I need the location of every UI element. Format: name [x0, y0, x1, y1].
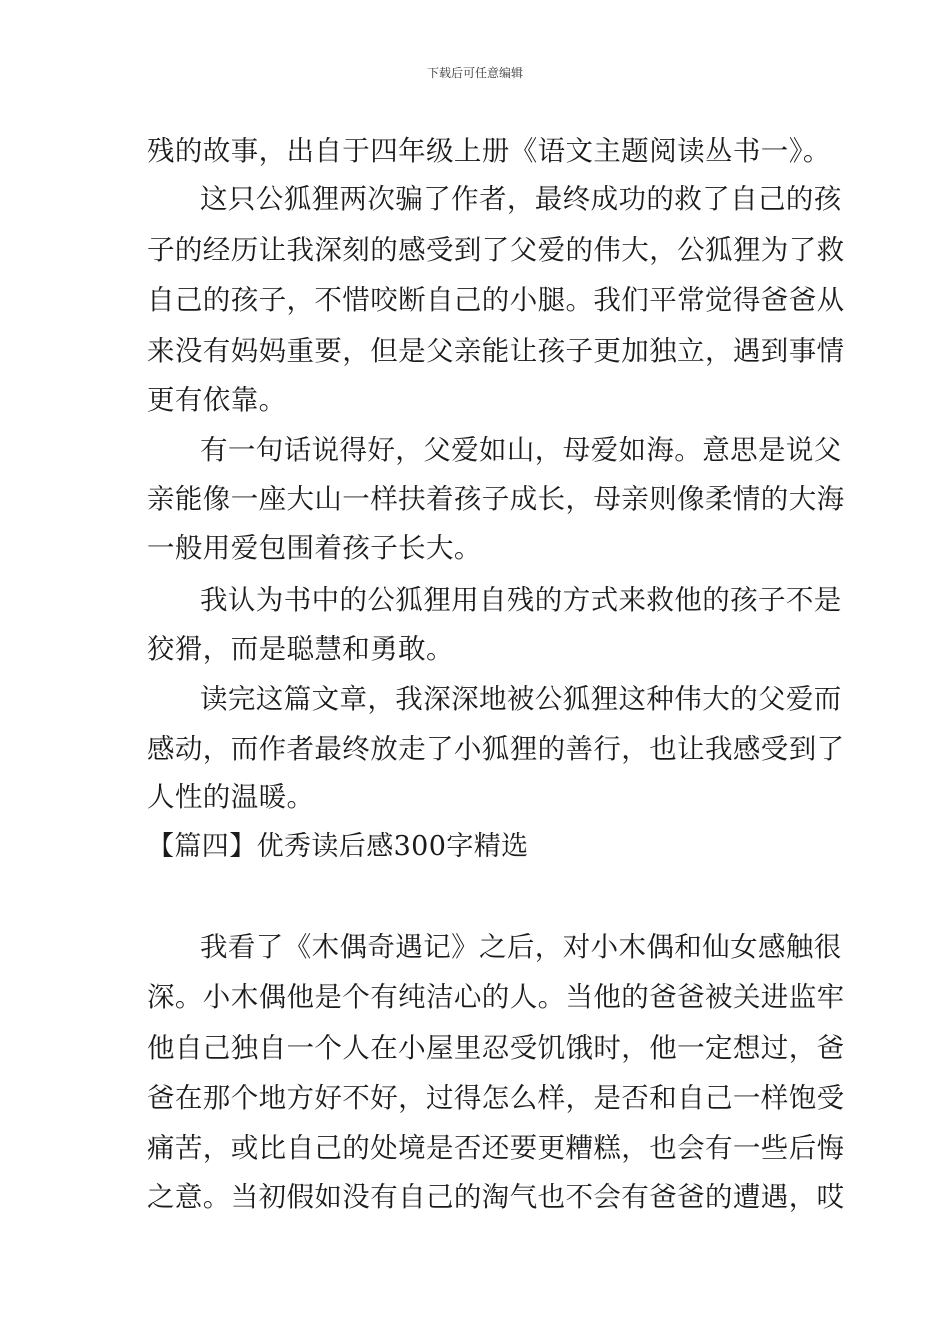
body-line: 亲能像一座大山一样扶着孩子成长，母亲则像柔情的大海 [147, 483, 845, 515]
body-line: 痛苦，或比自己的处境是否还要更糟糕，也会有一些后悔 [147, 1132, 845, 1164]
body-line: 来没有妈妈重要，但是父亲能让孩子更加独立，遇到事情 [147, 335, 845, 367]
body-line: 感动，而作者最终放走了小狐狸的善行，也让我感受到了 [147, 733, 845, 765]
body-line: 人性的温暖。 [147, 781, 315, 813]
paragraph-first-line: 读完这篇文章，我深深地被公狐狸这种伟大的父爱而 [200, 683, 842, 715]
body-line: 一般用爱包围着孩子长大。 [147, 532, 482, 564]
body-line: 他自己独自一个人在小屋里忍受饥饿时，他一定想过，爸 [147, 1032, 845, 1064]
body-line: 狡猾，而是聪慧和勇敢。 [147, 633, 454, 665]
paragraph-first-line: 这只公狐狸两次骗了作者，最终成功的救了自己的孩 [200, 183, 842, 215]
body-line: 深。小木偶他是个有纯洁心的人。当他的爸爸被关进监牢 [147, 981, 845, 1013]
paragraph-first-line: 我看了《木偶奇遇记》之后，对小木偶和仙女感触很 [200, 931, 842, 963]
body-line: 之意。当初假如没有自己的淘气也不会有爸爸的遭遇，哎 [147, 1181, 845, 1213]
body-line: 更有依靠。 [147, 384, 287, 416]
paragraph-first-line: 我认为书中的公狐狸用自残的方式来救他的孩子不是 [200, 584, 842, 616]
body-line: 爸在那个地方好不好，过得怎么样，是否和自己一样饱受 [147, 1082, 845, 1114]
body-line: 自己的孩子，不惜咬断自己的小腿。我们平常觉得爸爸从 [147, 284, 845, 316]
page-header: 下载后可任意编辑 [426, 66, 523, 80]
body-line: 子的经历让我深刻的感受到了父爱的伟大，公狐狸为了救 [147, 234, 845, 266]
section-heading: 【篇四】优秀读后感300字精选 [147, 831, 529, 862]
body-line: 残的故事，出自于四年级上册《语文主题阅读丛书一》。 [147, 135, 831, 167]
paragraph-first-line: 有一句话说得好，父爱如山，母爱如海。意思是说父 [200, 434, 842, 466]
